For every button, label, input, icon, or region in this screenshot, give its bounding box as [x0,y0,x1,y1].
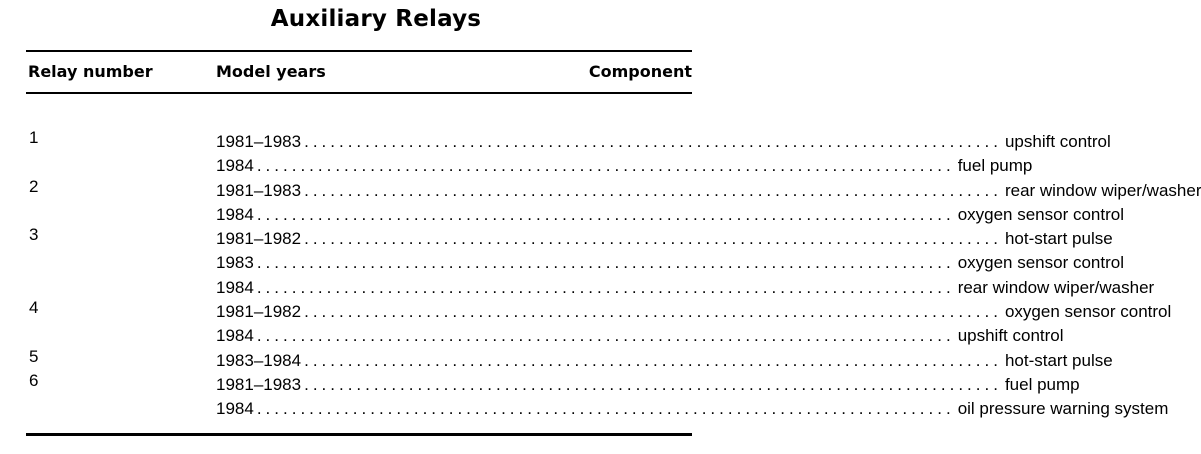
model-years-cell: 1984 [216,399,254,419]
model-years-cell: 1983 [216,253,254,273]
component-cell: hot-start pulse [1004,229,1113,249]
relay-number-cell: 6 [29,370,39,390]
relay-number-cell: 1 [29,128,39,147]
table-entry [216,227,1113,251]
dot-leader: ................................................................................ [304,374,1002,394]
table-entry [216,324,1064,348]
model-years-cell: 1984 [216,277,254,297]
table-row [0,276,1155,300]
top-rule [26,50,692,52]
relay-table-body [0,128,1201,422]
table-title: Auxiliary Relays [270,6,482,32]
dot-leader: ................................................................................ [304,180,1002,200]
dot-leader: ................................................................................ [304,132,1002,151]
model-years-cell: 1981–1983 [216,132,302,151]
component-cell: rear window wiper/washer [1004,180,1201,200]
component-cell: rear window wiper/washer [957,277,1155,297]
dot-leader: ................................................................................ [256,277,955,297]
table-row [0,225,1113,251]
table-entry [216,154,1033,178]
table-row [0,203,1125,227]
table-row [0,346,1113,373]
table-entry [216,349,1113,373]
table-entry [216,130,1111,154]
table-entry [216,251,1125,275]
table-row [0,370,1080,397]
model-years-cell: 1984 [216,326,254,346]
relay-number-cell: 4 [29,298,39,318]
bottom-rule [26,433,692,436]
relay-number-cell: 3 [29,225,39,245]
header-relay-number: Relay number [28,62,153,81]
dot-leader: ................................................................................ [256,399,955,419]
model-years-cell: 1981–1983 [216,180,302,200]
component-cell: oxygen sensor control [1004,302,1172,322]
relay-number-cell: 2 [29,176,39,196]
model-years-cell: 1984 [216,204,254,224]
model-years-cell: 1981–1982 [216,302,302,322]
model-years-cell: 1981–1983 [216,374,302,394]
table-row [0,251,1125,275]
table-row [0,397,1169,421]
model-years-cell: 1983–1984 [216,350,302,370]
table-entry [216,300,1172,324]
dot-leader: ................................................................................ [256,156,955,176]
table-entry [216,373,1080,397]
component-cell: oil pressure warning system [957,399,1169,419]
dot-leader: ................................................................................ [304,350,1002,370]
dot-leader: ................................................................................ [304,229,1002,249]
relay-number-cell: 5 [29,346,39,366]
table-entry [216,397,1169,421]
table-entry [216,179,1201,203]
model-years-cell: 1981–1982 [216,229,302,249]
component-cell: fuel pump [957,156,1033,176]
component-cell: hot-start pulse [1004,350,1113,370]
table-row [0,324,1064,348]
dot-leader: ................................................................................ [304,302,1002,322]
table-row [0,128,1111,154]
component-cell: upshift control [1004,132,1111,151]
table-row [0,176,1201,203]
component-cell: upshift control [957,326,1064,346]
dot-leader: ................................................................................ [256,204,955,224]
model-years-cell: 1984 [216,156,254,176]
dot-leader: ................................................................................ [256,253,955,273]
dot-leader: ................................................................................ [256,326,955,346]
table-entry [216,203,1125,227]
component-cell: fuel pump [1004,374,1080,394]
component-cell: oxygen sensor control [957,253,1125,273]
component-cell: oxygen sensor control [957,204,1125,224]
header-rule [26,92,692,94]
table-row [0,154,1033,178]
table-entry [216,276,1155,300]
header-component: Component [588,62,692,81]
table-row [0,298,1172,324]
header-model-years: Model years [216,62,326,81]
